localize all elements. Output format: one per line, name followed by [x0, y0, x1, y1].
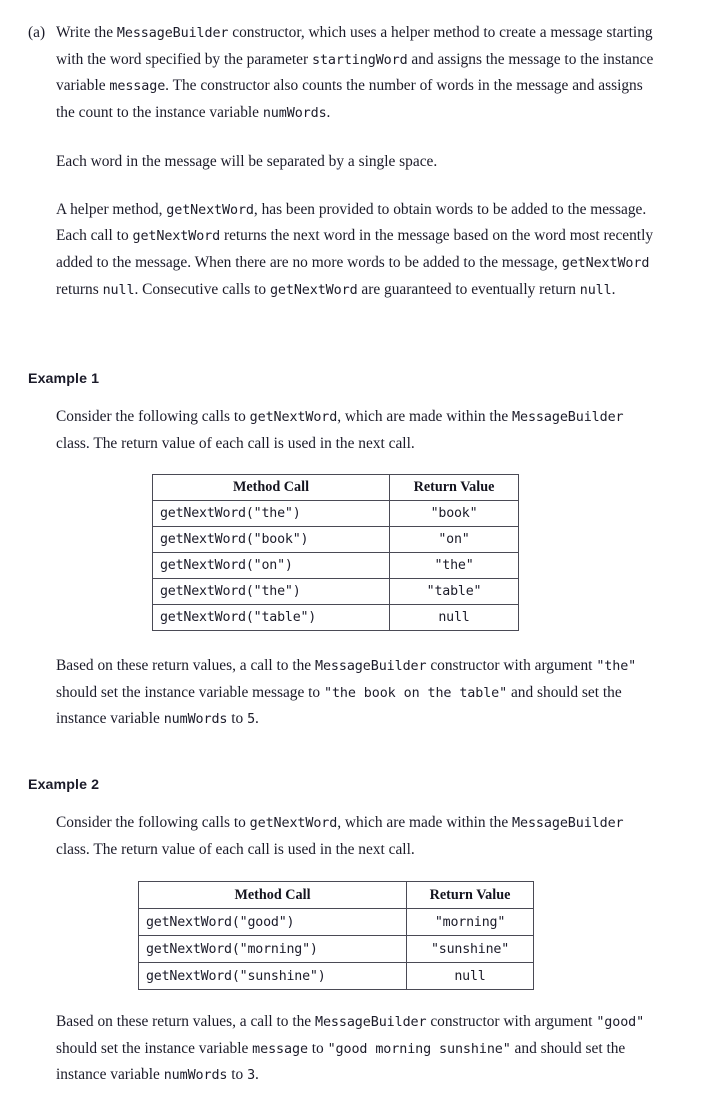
table-row [139, 963, 534, 990]
cell-return-value: null [407, 963, 534, 990]
text-span: . [255, 710, 259, 728]
text-span: . The constructor also counts the number of words in the message and assigns the count to the instance variable [56, 77, 643, 122]
table-row [139, 936, 534, 963]
table-row [139, 909, 534, 936]
cell-method-call: getNextWord("good") [139, 909, 407, 936]
text-span: Consider the following calls to [56, 408, 250, 425]
table-row [153, 579, 519, 605]
text-span: . [326, 104, 331, 122]
cell-method-call: getNextWord("table") [153, 605, 390, 631]
table-row [153, 501, 519, 527]
cell-return-value: "book" [390, 501, 519, 527]
text-span: to [227, 710, 248, 728]
text-span: Each word in the message will be separated by a single space. [56, 152, 438, 170]
text-span: returns [56, 280, 103, 298]
code-span: MessageBuilder [116, 26, 229, 41]
code-span: getNextWord [249, 816, 338, 831]
text-span: , which are made within the [337, 408, 513, 425]
column-header-return-value: Return Value [407, 882, 534, 909]
text-span: Write the [56, 24, 117, 41]
cell-method-call: getNextWord("book") [153, 527, 390, 553]
part-a-paragraph-3 [56, 197, 664, 304]
cell-return-value: "morning" [407, 909, 534, 936]
text-span: constructor with argument [426, 1013, 597, 1030]
code-span: getNextWord [269, 282, 358, 298]
cell-return-value: null [390, 605, 519, 631]
cell-method-call: getNextWord("on") [153, 553, 390, 579]
text-span: returns the next word in the message based on the word most recently added to the message. When there are no more words to be added to the message, [56, 227, 654, 271]
text-span: Consider the following calls to [56, 814, 250, 831]
code-span: MessageBuilder [512, 816, 624, 831]
code-span: startingWord [312, 52, 408, 68]
text-span: should set the instance variable [56, 1039, 253, 1057]
part-a-label: (a) [28, 24, 46, 41]
cell-method-call: getNextWord("the") [153, 579, 390, 605]
code-span: getNextWord [249, 410, 338, 425]
part-a-paragraph-2 [56, 149, 664, 175]
cell-return-value: "table" [390, 579, 519, 605]
text-span: should set the instance variable message to [56, 683, 324, 701]
example-1-heading: Example 1 [28, 371, 100, 387]
code-span: message [252, 1041, 308, 1057]
example-2-outro [56, 1009, 646, 1089]
code-span: 5 [247, 712, 256, 728]
code-span: getNextWord [561, 255, 650, 271]
table-row [153, 553, 519, 579]
cell-method-call: getNextWord("sunshine") [139, 963, 407, 990]
column-header-method-call: Method Call [139, 882, 407, 909]
text-span: Based on these return values, a call to the [56, 1013, 315, 1030]
text-span: , which are made within the [337, 814, 513, 831]
example-2-heading: Example 2 [28, 777, 100, 793]
text-span: and assigns the message to the instance variable [56, 50, 654, 95]
part-a-block [28, 20, 664, 303]
code-span: numWords [163, 1068, 228, 1084]
text-span: . Consecutive calls to [134, 280, 270, 298]
example-1-outro [56, 653, 646, 733]
column-header-return-value: Return Value [390, 475, 519, 501]
text-span: class. The return value of each call is used in the next call. [56, 840, 415, 858]
code-span: null [579, 282, 612, 298]
code-span: MessageBuilder [315, 1015, 427, 1030]
text-span: . [611, 280, 616, 298]
text-span: Based on these return values, a call to the [56, 657, 315, 674]
code-span: numWords [262, 106, 327, 122]
table-row [153, 605, 519, 631]
cell-method-call: getNextWord("the") [153, 501, 390, 527]
text-span: class. The return value of each call is used in the next call. [56, 434, 415, 452]
cell-return-value: "sunshine" [407, 936, 534, 963]
code-span: numWords [163, 712, 228, 728]
code-span: 3 [247, 1068, 256, 1084]
text-span: constructor, which uses a helper method to create a message starting with the word specified by the parameter [56, 24, 653, 68]
example-2-intro [56, 810, 646, 862]
text-span: , has been provided to obtain words to be added to the message. Each call to [56, 200, 647, 245]
cell-return-value: "on" [390, 527, 519, 553]
text-span: and should set the instance variable [56, 683, 622, 728]
code-span: "the" [596, 659, 637, 674]
code-span: MessageBuilder [512, 410, 624, 425]
code-span: "good" [596, 1015, 645, 1030]
cell-return-value: "the" [390, 553, 519, 579]
table-header-row [153, 475, 519, 501]
text-span: . [255, 1066, 259, 1084]
example-2-table [138, 881, 534, 990]
example-1-table [152, 474, 519, 631]
table-header-row [139, 882, 534, 909]
column-header-method-call: Method Call [153, 475, 390, 501]
text-span: to [307, 1039, 328, 1057]
code-span: "the book on the table" [323, 685, 508, 701]
code-span: message [109, 79, 166, 95]
part-a-paragraph-1 [56, 20, 664, 127]
part-a-body [56, 20, 664, 303]
code-span: MessageBuilder [315, 659, 427, 674]
text-span: and should set the instance variable [56, 1039, 626, 1084]
code-span: getNextWord [166, 202, 254, 218]
text-span: A helper method, [56, 200, 167, 218]
code-span: getNextWord [132, 229, 221, 245]
text-span: are guaranteed to eventually return [357, 280, 580, 298]
code-span: "good morning sunshine" [327, 1041, 511, 1057]
example-1-intro [56, 404, 646, 456]
cell-method-call: getNextWord("morning") [139, 936, 407, 963]
code-span: null [102, 282, 135, 298]
table-row [153, 527, 519, 553]
text-span: constructor with argument [426, 657, 597, 674]
text-span: to [227, 1066, 248, 1084]
